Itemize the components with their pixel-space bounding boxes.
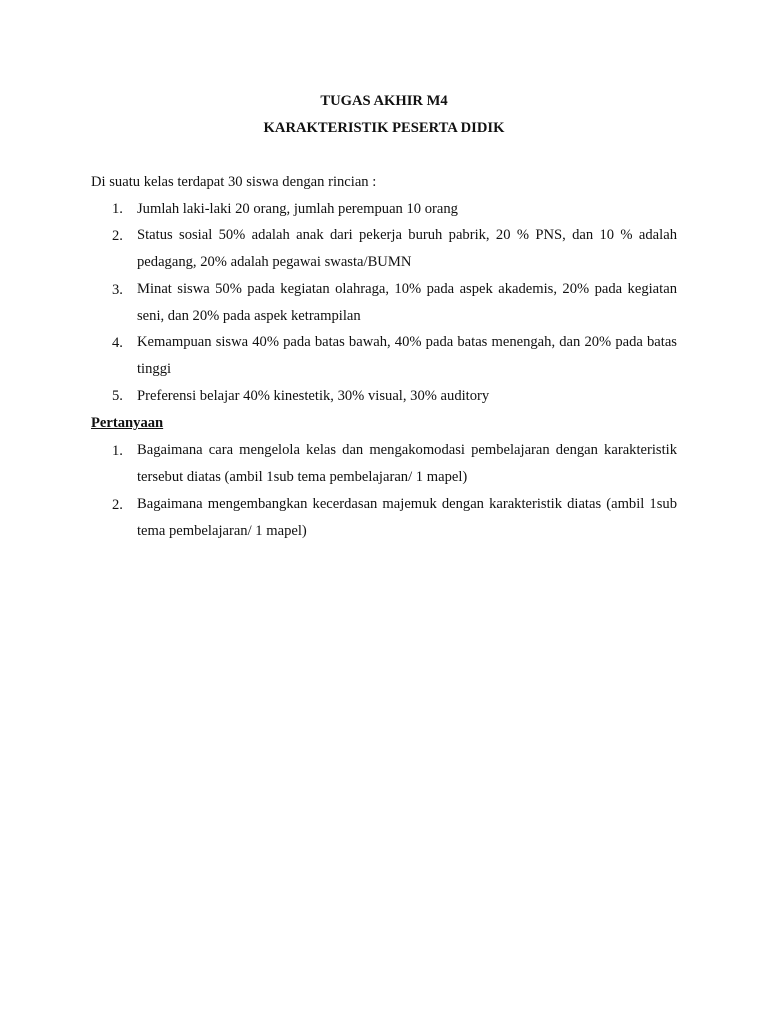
document-title: TUGAS AKHIR M4 xyxy=(320,93,448,109)
list-text: Jumlah laki-laki 20 orang, jumlah perempuan 10 orang xyxy=(137,201,458,217)
list-text: Status sosial 50% adalah anak dari pekerja buruh pabrik, 20 % PNS, dan 10 % adalah pedagang, 20% adalah pegawai swasta/BUMN xyxy=(137,227,677,270)
list-number: 4. xyxy=(112,335,123,351)
list-text: Kemampuan siswa 40% pada batas bawah, 40% pada batas menengah, dan 20% pada batas tinggi xyxy=(137,334,677,377)
questions-heading: Pertanyaan xyxy=(91,415,164,431)
list-text: Minat siswa 50% pada kegiatan olahraga, 10% pada aspek akademis, 20% pada kegiatan seni, dan 20% pada aspek ketrampilan xyxy=(137,281,677,324)
document-subtitle: KARAKTERISTIK PESERTA DIDIK xyxy=(263,120,505,136)
list-text: Preferensi belajar 40% kinestetik, 30% visual, 30% auditory xyxy=(137,388,490,404)
list-text: Bagaimana mengembangkan kecerdasan majemuk dengan karakteristik diatas (ambil 1sub tema pembelajaran/ 1 mapel) xyxy=(137,496,677,539)
intro-paragraph: Di suatu kelas terdapat 30 siswa dengan rincian : xyxy=(91,174,377,190)
list-number: 2. xyxy=(112,228,123,244)
list-number: 5. xyxy=(112,388,123,404)
list-number: 2. xyxy=(112,497,123,513)
list-number: 1. xyxy=(112,201,123,217)
list-text: Bagaimana cara mengelola kelas dan mengakomodasi pembelajaran dengan karakteristik tersebut diatas (ambil 1sub tema pembelajaran/ 1 mapel) xyxy=(137,442,677,485)
list-number: 3. xyxy=(112,282,123,298)
list-number: 1. xyxy=(112,443,123,459)
